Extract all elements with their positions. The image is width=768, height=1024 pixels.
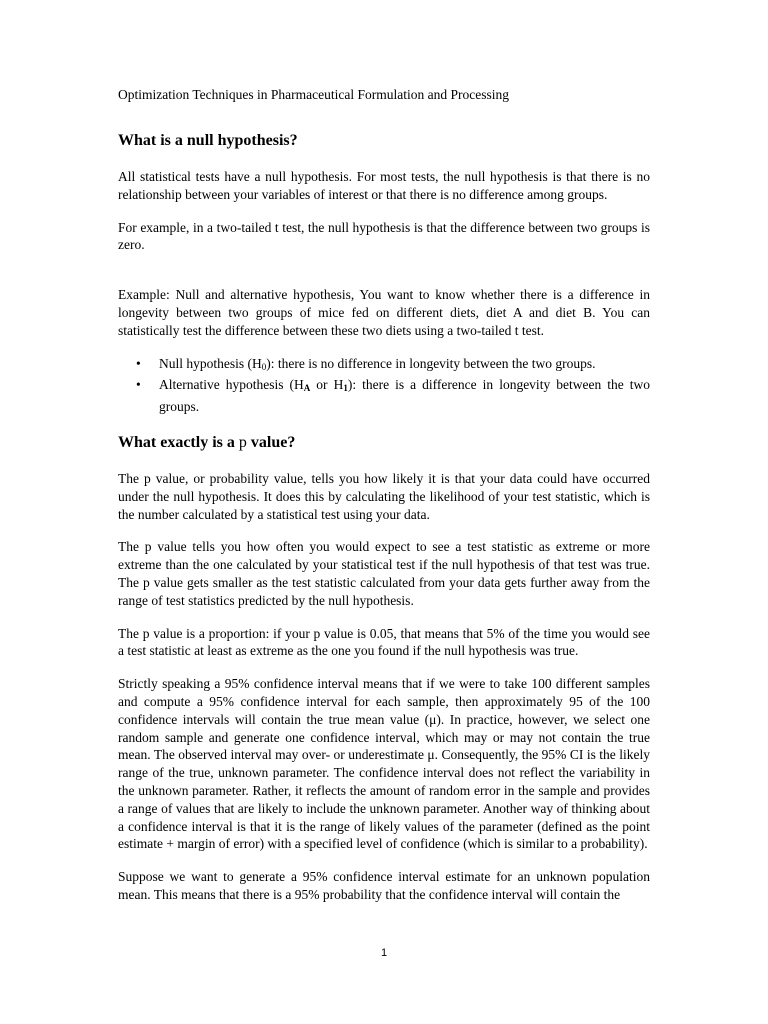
null-bullet-subscript: 0 [261, 361, 267, 372]
hypothesis-list [118, 355, 650, 416]
p-value-paragraph-2: The p value tells you how often you would expect to see a test statistic as extreme or more extreme than the one calculated by your statistical test if the null hypothesis of that test was true. The p value gets smaller as the test statistic calculated from your data gets further away from the range of test statistics predicted by the null hypothesis. [118, 539, 650, 608]
page-content [118, 86, 650, 919]
alt-bullet-subscript-a: A [303, 383, 311, 394]
confidence-interval-estimate-paragraph: Suppose we want to generate a 95% confidence interval estimate for an unknown population mean. This means that there is a 95% probability that the confidence interval will contain the [118, 869, 650, 902]
null-hypothesis-bullet [159, 355, 650, 377]
heading-p-value-post: value? [246, 433, 296, 451]
alt-bullet-mid: or H [310, 377, 344, 393]
null-hypothesis-paragraph-2: For example, in a two-tailed t test, the null hypothesis is that the difference between two groups is zero. [118, 219, 650, 253]
alt-bullet-prefix: Alternative hypothesis (H [159, 377, 304, 393]
heading-null-hypothesis: What is a null hypothesis? [118, 132, 298, 149]
heading-p-value-letter: p [238, 433, 247, 451]
p-value-paragraph-1: The p value, or probability value, tells you how likely it is that your data could have occurred under the null hypothesis. It does this by calculating the likelihood of your test statistic, which is the number calculated by a statistical test using your data. [118, 470, 650, 522]
page-number: 1 [380, 947, 388, 959]
null-bullet-suffix: ): there is no difference in longevity between the two groups. [266, 355, 596, 371]
confidence-interval-paragraph: Strictly speaking a 95% confidence interval means that if we were to take 100 different samples and compute a 95% confidence interval for each sample, then approximately 95 of the 100 confidence intervals will contain the true mean value (μ). In practice, however, we select one random sample and generate one confidence interval, which may or may not contain the true mean. The observed interval may over- or underestimate μ. Consequently, the 95% CI is the likely range of the true, unknown parameter. The confidence interval does not reflect the variability in the unknown parameter. Rather, it reflects the amount of random error in the sample and provides a range of values that are likely to include the unknown parameter. Another way of thinking about a confidence interval is that it is the range of likely values of the parameter (defined as the point estimate + margin of error) with a specified level of confidence (which is similar to a probability). [118, 676, 650, 852]
alt-bullet-subscript-1: 1 [343, 383, 348, 394]
heading-p-value-pre: What exactly is a [118, 433, 239, 451]
alternative-hypothesis-bullet [159, 376, 650, 416]
p-value-paragraph-3: The p value is a proportion: if your p value is 0.05, that means that 5% of the time you would see a test statistic at least as extreme as the one you found if the null hypothesis was true. [118, 625, 650, 659]
alt-bullet-suffix: ): there is a difference in longevity between the two groups. [159, 377, 650, 415]
null-hypothesis-paragraph-1: All statistical tests have a null hypothesis. For most tests, the null hypothesis is that there is no relationship between your variables of interest or that there is no difference among groups. [118, 169, 650, 202]
document-title: Optimization Techniques in Pharmaceutical Formulation and Processing [118, 87, 509, 102]
null-bullet-prefix: Null hypothesis (H [159, 355, 262, 371]
null-hypothesis-example-paragraph: Example: Null and alternative hypothesis, You want to know whether there is a difference in longevity between two groups of mice fed on different diets, diet A and diet B. You can statistically test the difference between these two diets using a two-tailed t test. [118, 287, 650, 338]
heading-p-value [118, 433, 650, 453]
